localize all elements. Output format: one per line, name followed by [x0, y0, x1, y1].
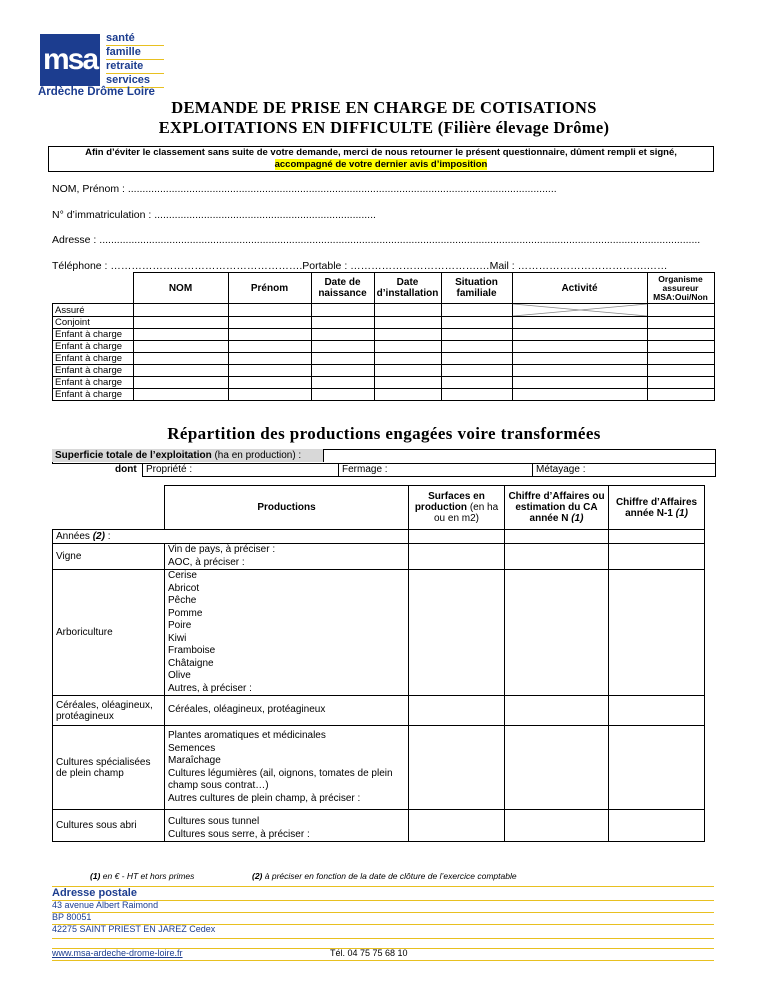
logo-word: retraite	[106, 60, 164, 74]
col-nom: NOM	[133, 273, 228, 304]
footnote-2: (2) à préciser en fonction de la date de clôture de l’exercice comptable	[252, 871, 517, 881]
logo-word: famille	[106, 46, 164, 60]
row-label: Assuré	[53, 304, 134, 317]
category-cereales: Céréales, oléagineux, protéagineux	[53, 696, 165, 726]
dont-label: dont	[115, 464, 137, 475]
footnote-1: (1) en € - HT et hors primes	[90, 871, 195, 881]
address-line3: 42275 SAINT PRIEST EN JAREZ Cedex	[52, 924, 216, 934]
address-field[interactable]: Adresse : ..............................................................................................................................................................................................................	[52, 234, 701, 246]
section-title: Répartition des productions engagées voire transformées	[167, 424, 601, 443]
category-items: Céréales, oléagineux, protéagineux	[165, 696, 409, 726]
page-title-line2: EXPLOITATIONS EN DIFFICULTE (Filière élevage Drôme)	[158, 118, 610, 137]
name-field[interactable]: NOM, Prénom : ...................................................................................................................................................	[52, 183, 557, 195]
productions-header: Productions	[165, 486, 409, 530]
col-prenom: Prénom	[228, 273, 311, 304]
notice-line2: accompagné de votre dernier avis d’imposition	[274, 159, 488, 170]
metayage-label: Métayage :	[536, 464, 586, 475]
table-row	[53, 353, 715, 365]
address-title: Adresse postale	[52, 887, 137, 899]
propriete-label: Propriété :	[146, 464, 193, 475]
category-items: Cultures sous tunnel Cultures sous serre, à préciser :	[165, 810, 409, 842]
ownership-row	[142, 463, 716, 477]
fermage-label: Fermage :	[342, 464, 388, 475]
category-items: Plantes aromatiques et médicinales Semences Maraîchage Cultures légumières (ail, oignons, tomates de plein champ sous contrat…) Autres cultures de plein champ, à préciser :	[165, 726, 409, 810]
col-activite: Activité	[512, 273, 647, 304]
col-date-naissance: Date de naissance	[311, 273, 374, 304]
table-row	[53, 341, 715, 353]
logo-letters: msa	[42, 43, 98, 76]
table-row	[53, 317, 715, 329]
col-date-installation: Date d’installation	[374, 273, 441, 304]
notice-line1: Afin d’éviter le classement sans suite de votre demande, merci de nous retourner le présent questionnaire, dûment rempli et signé,	[85, 147, 677, 158]
row-label: Enfant à charge	[53, 377, 134, 389]
surfaces-header: Surfaces en production (en ha ou en m2)	[409, 486, 505, 530]
category-items: Cerise Abricot Pêche Pomme Poire Kiwi Framboise Châtaigne Olive Autres, à préciser :	[165, 570, 409, 696]
superficie-label: Superficie totale de l’exploitation (ha en production) :	[52, 449, 324, 462]
ca-n1-header: Chiffre d’Affaires année N-1 (1)	[609, 486, 705, 530]
row-label: Enfant à charge	[53, 341, 134, 353]
address-line2: BP 80051	[52, 912, 92, 922]
table-row	[53, 329, 715, 341]
immatriculation-field[interactable]: N° d’immatriculation : ............................................................................	[52, 209, 376, 221]
col-situation: Situation familiale	[441, 273, 512, 304]
ca-n-header: Chiffre d’Affaires ou estimation du CA année N (1)	[505, 486, 609, 530]
family-table	[52, 272, 715, 401]
logo-word: santé	[106, 32, 164, 46]
row-label: Enfant à charge	[53, 389, 134, 401]
phone-field[interactable]: Téléphone : ……………………………………………….Portable : ……………………………….…Mail : ……………………………….……	[52, 260, 668, 272]
logo-region: Ardèche Drôme Loire	[38, 86, 155, 98]
logo-words	[106, 32, 164, 88]
category-sous-abri: Cultures sous abri	[53, 810, 165, 842]
category-vigne: Vigne	[53, 544, 165, 570]
col-organisme: Organisme assureur MSA:Oui/Non	[647, 273, 714, 304]
category-plein-champ: Cultures spécialisées de plein champ	[53, 726, 165, 810]
table-row	[53, 377, 715, 389]
productions-table	[52, 485, 705, 842]
phone-number: Tél. 04 75 75 68 10	[330, 948, 408, 958]
annees-label: Années (2) :	[53, 530, 165, 544]
category-items: Vin de pays, à préciser : AOC, à préciser :	[165, 544, 409, 570]
website-link[interactable]: www.msa-ardeche-drome-loire.fr	[52, 948, 183, 958]
table-row	[53, 365, 715, 377]
row-label: Enfant à charge	[53, 365, 134, 377]
address-line1: 43 avenue Albert Raimond	[52, 900, 159, 910]
page-title-line1: DEMANDE DE PRISE EN CHARGE DE COTISATIONS	[171, 98, 597, 117]
row-label: Conjoint	[53, 317, 134, 329]
table-row	[53, 389, 715, 401]
crossed-cell	[512, 304, 647, 317]
row-label: Enfant à charge	[53, 353, 134, 365]
table-row	[53, 304, 715, 317]
notice-box	[48, 146, 714, 172]
row-label: Enfant à charge	[53, 329, 134, 341]
logo-word: services	[106, 74, 164, 88]
category-arboriculture: Arboriculture	[53, 570, 165, 696]
